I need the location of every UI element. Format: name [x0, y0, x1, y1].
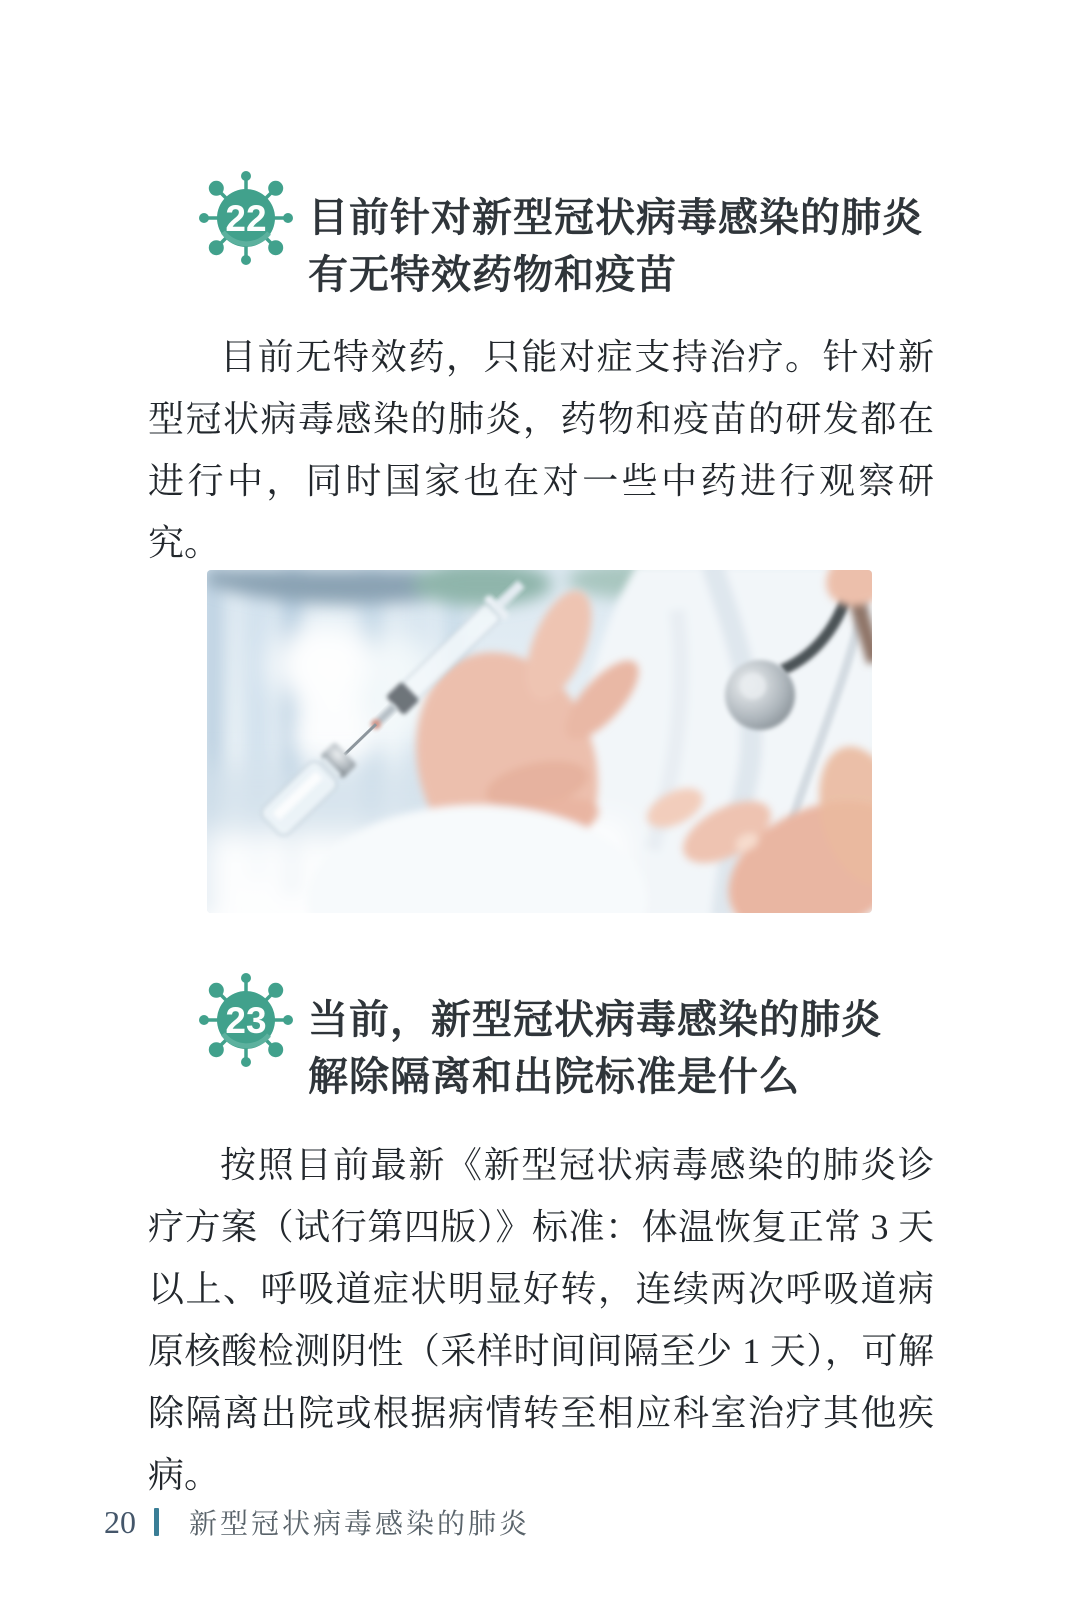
virus-icon — [198, 972, 294, 1068]
page-number: 20 — [104, 1503, 136, 1540]
question-23-header — [198, 972, 882, 1106]
virus-icon — [198, 170, 294, 266]
figure-photo — [207, 570, 872, 913]
question-number: 22 — [225, 198, 267, 239]
syringe-vial-photo — [207, 570, 872, 913]
question-22-answer: 目前无特效药，只能对症支持治疗。针对新型冠状病毒感染的肺炎，药物和疫苗的研发都在进行中，同时国家也在对一些中药进行观察研究。 — [148, 337, 934, 563]
footer-divider-bar — [154, 1508, 159, 1536]
question-23-title-line1: 当前，新型冠状病毒感染的肺炎 — [308, 998, 882, 1042]
question-22-header — [198, 170, 923, 304]
question-22-title — [308, 190, 923, 304]
page-footer — [104, 1502, 530, 1542]
question-22-title-line1: 目前针对新型冠状病毒感染的肺炎 — [308, 196, 923, 240]
question-23-answer: 按照目前最新《新型冠状病毒感染的肺炎诊疗方案（试行第四版）》标准：体温恢复正常 3 天以上、呼吸道症状明显好转，连续两次呼吸道病原核酸检测阴性（采样时间间隔至少 1 天），可解除隔离出院或根据病情转至相应科室治疗其他疾病。 — [148, 1145, 934, 1495]
book-title: 新型冠状病毒感染的肺炎 — [189, 1508, 531, 1539]
question-23-title-line2: 解除隔离和出院标准是什么 — [308, 1055, 800, 1099]
question-22-title-line2: 有无特效药物和疫苗 — [308, 253, 677, 297]
question-23-title — [308, 992, 882, 1106]
question-number: 23 — [225, 1000, 267, 1041]
